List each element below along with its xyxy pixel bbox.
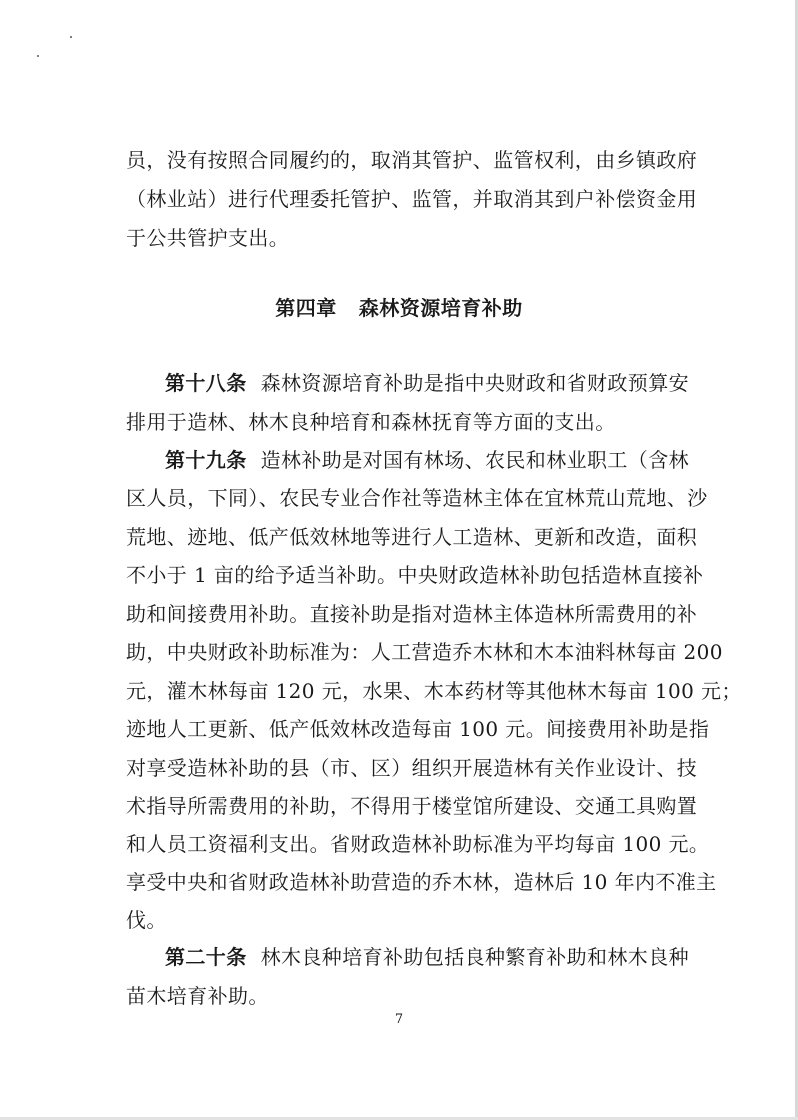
article-first-line [165,371,765,395]
article-heading: 第二十条 [165,945,247,969]
article-text: 造林补助是对国有林场、农民和林业职工（含林 [260,448,690,472]
scan-speck [37,55,39,57]
body-line: 享受中央和省财政造林补助营造的乔木林，造林后 10 年内不准主 [126,870,717,894]
body-line: 员，没有按照合同履约的，取消其管护、监管权利，由乡镇政府 [126,148,698,172]
body-line: 和人员工资福利支出。省财政造林补助标准为平均每亩 100 元。 [126,832,710,856]
article-first-line [165,448,765,472]
body-line: 苗木培育补助。 [126,984,269,1008]
body-line: 于公共管护支出。 [126,226,290,250]
body-line: 不小于 1 亩的给予适当补助。中央财政造林补助包括造林直接补 [126,563,704,587]
body-line: （林业站）进行代理委托管护、监管，并取消其到户补偿资金用 [126,187,698,211]
scan-speck [70,36,72,38]
page-number: 7 [394,1012,404,1027]
body-line: 对享受造林补助的县（市、区）组织开展造林有关作业设计、技 [126,756,698,780]
body-line: 荒地、迹地、低产低效林地等进行人工造林、更新和改造，面积 [126,525,698,549]
article-first-line [165,945,765,969]
body-line: 术指导所需费用的补助，不得用于楼堂馆所建设、交通工具购置 [126,794,698,818]
article-text: 森林资源培育补助是指中央财政和省财政预算安 [260,371,690,395]
body-line: 排用于造林、林木良种培育和森林抚育等方面的支出。 [126,410,616,434]
chapter-number: 第四章 [275,296,337,320]
article-heading: 第十八条 [165,371,247,395]
body-line: 伐。 [126,908,167,932]
chapter-heading [0,296,798,320]
body-line: 元，灌木林每亩 120 元，水果、木本药材等其他林木每亩 100 元； [126,679,742,703]
body-line: 区人员，下同）、农民专业合作社等造林主体在宜林荒山荒地、沙 [126,486,708,510]
body-line: 迹地人工更新、低产低效林改造每亩 100 元。间接费用补助是指 [126,717,710,741]
article-heading: 第十九条 [165,448,247,472]
body-line: 助，中央财政补助标准为：人工营造乔木林和木本油料林每亩 200 [126,640,723,664]
article-text: 林木良种培育补助包括良种繁育补助和林木良种 [260,945,690,969]
chapter-title: 森林资源培育补助 [358,296,523,320]
body-line: 助和间接费用补助。直接补助是指对造林主体造林所需费用的补 [126,602,698,626]
